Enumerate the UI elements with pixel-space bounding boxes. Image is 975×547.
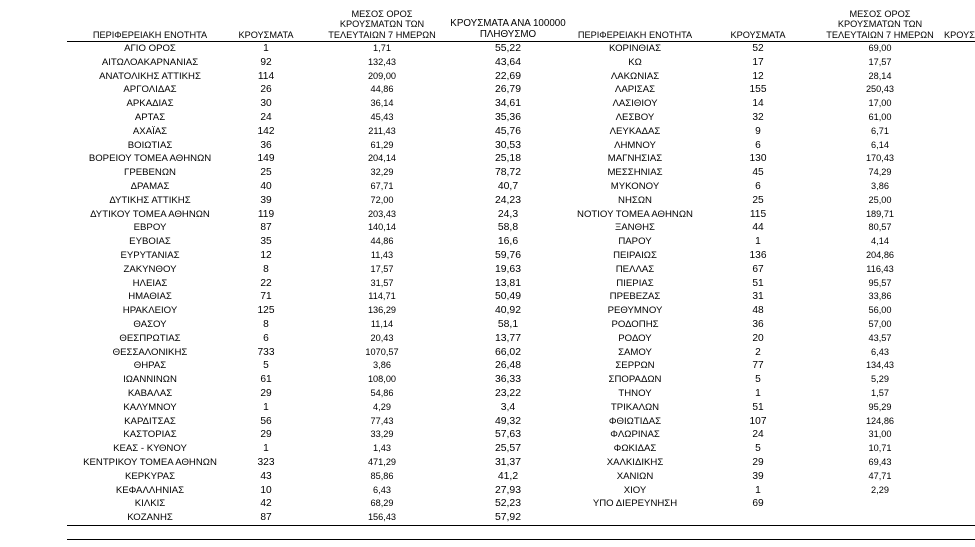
avg7-cell: 25,00 <box>868 194 892 205</box>
cases-cell: 14 <box>752 98 764 110</box>
region-name-cell: ΕΥΡΥΤΑΝΙΑΣ <box>120 249 180 261</box>
region-name-cell: ΘΑΣΟΥ <box>133 318 167 330</box>
cases-cell: 6 <box>755 139 761 151</box>
cases-cell: 1 <box>755 484 761 496</box>
region-name-cell: ΥΠΟ ΔΙΕΡΕΥΝΗΣΗ <box>592 498 678 510</box>
region-name-cell: ΚΑΡΔΙΤΣΑΣ <box>124 415 176 427</box>
cases-cell: 142 <box>257 125 275 137</box>
right-region-column <box>568 42 702 511</box>
cases-cell: 5 <box>755 443 761 455</box>
region-name-cell: ΗΡΑΚΛΕΙΟΥ <box>122 305 178 317</box>
avg7-cell: 61,29 <box>370 139 394 150</box>
cases-cell: 2 <box>755 346 761 358</box>
header-cases-truncated <box>944 3 975 41</box>
avg7-cell: 57,00 <box>868 318 892 329</box>
cases-cell: 31 <box>752 291 764 303</box>
region-name-cell: ΡΟΔΟΥ <box>618 332 652 344</box>
region-name-cell: ΚΑΛΥΜΝΟΥ <box>123 401 177 413</box>
cases-cell: 71 <box>260 291 272 303</box>
cases-cell: 77 <box>752 360 764 372</box>
avg7-cell: 6,43 <box>373 484 391 495</box>
avg7-cell: 1070,57 <box>365 346 399 357</box>
region-name-cell: ΠΙΕΡΙΑΣ <box>616 277 654 289</box>
header-region-label: ΠΕΡΙΦΕΡΕΙΑΚΗ ΕΝΟΤΗΤΑ <box>92 30 208 41</box>
per100k-cell: 16,6 <box>497 236 519 248</box>
region-name-cell: ΡΟΔΟΠΗΣ <box>611 318 659 330</box>
avg7-cell: 203,43 <box>367 208 397 219</box>
cases-cell: 69 <box>752 498 764 510</box>
avg7-cell: 1,57 <box>871 387 889 398</box>
region-name-cell: ΚΟΡΙΝΘΙΑΣ <box>608 43 662 54</box>
header-avg7-left <box>316 3 448 41</box>
avg7-cell: 116,43 <box>866 263 894 274</box>
cases-cell: 136 <box>749 249 767 261</box>
per100k-cell: 22,69 <box>494 70 521 82</box>
per100k-cell: 66,02 <box>494 346 521 358</box>
region-name-cell: ΦΛΩΡΙΝΑΣ <box>610 429 660 441</box>
avg7-cell: 204,14 <box>367 153 397 164</box>
avg7-cell: 10,71 <box>868 443 892 454</box>
cases-cell: 92 <box>260 56 272 68</box>
region-name-cell: ΦΘΙΩΤΙΔΑΣ <box>608 415 662 427</box>
avg7-cell: 33,86 <box>868 291 892 302</box>
per100k-cell: 45,76 <box>494 125 521 137</box>
per100k-cell: 27,93 <box>494 484 521 496</box>
cases-cell: 30 <box>260 98 272 110</box>
avg7-cell: 4,29 <box>373 401 391 412</box>
region-name-cell: ΝΟΤΙΟΥ ΤΟΜΕΑ ΑΘΗΝΩΝ <box>577 208 693 220</box>
per100k-cell: 23,22 <box>494 387 521 399</box>
cases-cell: 87 <box>260 512 272 524</box>
region-name-cell: ΑΙΤΩΛΟΑΚΑΡΝΑΝΙΑΣ <box>101 56 199 68</box>
per100k-cell: 35,36 <box>494 111 521 123</box>
avg7-cell: 31,00 <box>868 429 892 440</box>
region-name-cell: ΠΑΡΟΥ <box>618 236 652 248</box>
region-name-cell: ΘΗΡΑΣ <box>133 360 167 372</box>
avg7-cell: 20,43 <box>370 332 394 343</box>
avg7-cell: 44,86 <box>370 236 394 247</box>
cases-cell: 39 <box>752 470 764 482</box>
cases-cell: 26 <box>260 84 272 96</box>
per100k-cell: 78,72 <box>494 167 521 179</box>
per100k-cell: 36,33 <box>494 374 521 386</box>
right-avg7-column <box>816 42 944 511</box>
region-name-cell: ΛΑΣΙΘΙΟΥ <box>612 98 658 110</box>
per100k-cell: 34,61 <box>494 98 521 110</box>
cases-cell: 36 <box>752 318 764 330</box>
per100k-cell: 40,7 <box>497 180 519 192</box>
cases-cell: 5 <box>263 360 269 372</box>
per100k-cell: 50,49 <box>494 291 521 303</box>
avg7-cell: 5,29 <box>871 374 889 385</box>
region-name-cell: ΑΡΚΑΔΙΑΣ <box>126 98 174 110</box>
cases-cell: 29 <box>260 387 272 399</box>
avg7-cell: 11,14 <box>370 318 394 329</box>
region-name-cell: ΜΥΚΟΝΟΥ <box>610 180 660 192</box>
avg7-cell: 61,00 <box>868 111 892 122</box>
header-per100k-line1: ΚΡΟΥΣΜΑΤΑ ΑΝΑ 100000 <box>450 18 566 30</box>
avg7-cell: 471,29 <box>367 456 397 467</box>
header-avg7-line3: ΤΕΛΕΥΤΑΙΩΝ 7 ΗΜΕΡΩΝ <box>826 30 934 41</box>
region-name-cell: ΡΕΘΥΜΝΟΥ <box>607 305 663 317</box>
region-name-cell: ΒΟΙΩΤΙΑΣ <box>127 139 173 151</box>
cases-cell: 119 <box>257 208 275 220</box>
avg7-cell: 77,43 <box>370 415 394 426</box>
region-name-cell: ΧΑΛΚΙΔΙΚΗΣ <box>606 456 664 468</box>
avg7-cell: 17,57 <box>868 56 892 67</box>
cases-cell: 6 <box>755 180 761 192</box>
cases-cell: 24 <box>260 111 272 123</box>
header-cases-left <box>233 3 299 41</box>
header-cases-label: ΚΡΟΥΣΜΑΤΑ <box>238 30 294 41</box>
region-name-cell: ΘΕΣΣΑΛΟΝΙΚΗΣ <box>112 346 188 358</box>
region-name-cell: ΠΕΛΛΑΣ <box>615 263 655 275</box>
header-region-right <box>568 3 702 41</box>
region-name-cell: ΕΒΡΟΥ <box>133 222 167 234</box>
region-name-cell: ΚΑΣΤΟΡΙΑΣ <box>123 429 177 441</box>
region-name-cell: ΝΗΣΩΝ <box>618 194 652 206</box>
avg7-cell: 211,43 <box>368 125 396 136</box>
region-name-cell: ΒΟΡΕΙΟΥ ΤΟΜΕΑ ΑΘΗΝΩΝ <box>88 153 212 165</box>
left-cases-column <box>233 42 299 525</box>
region-name-cell: ΜΕΣΣΗΝΙΑΣ <box>607 167 663 179</box>
per100k-cell: 3,4 <box>500 401 516 413</box>
cases-cell: 114 <box>257 70 275 82</box>
per100k-cell: 49,32 <box>494 415 521 427</box>
cases-cell: 115 <box>749 208 767 220</box>
avg7-cell: 4,14 <box>871 236 889 247</box>
avg7-cell: 2,29 <box>871 484 889 495</box>
region-name-cell: ΑΝΑΤΟΛΙΚΗΣ ΑΤΤΙΚΗΣ <box>99 70 201 82</box>
header-avg7-right <box>816 3 944 41</box>
avg7-cell: 36,14 <box>370 98 394 109</box>
left-region-column <box>67 42 233 525</box>
per100k-cell: 58,8 <box>497 222 519 234</box>
header-region-label: ΠΕΡΙΦΕΡΕΙΑΚΗ ΕΝΟΤΗΤΑ <box>577 30 693 41</box>
header-avg7-line2: ΚΡΟΥΣΜΑΤΩΝ ΤΩΝ <box>339 19 425 30</box>
header-per100k <box>448 3 568 41</box>
region-name-cell: ΤΗΝΟΥ <box>618 387 652 399</box>
cases-cell: 39 <box>260 194 272 206</box>
per100k-cell: 30,53 <box>494 139 521 151</box>
header-cases-label: ΚΡΟΥΣΜΑΤΑ <box>730 30 786 41</box>
region-name-cell: ΕΥΒΟΙΑΣ <box>129 236 171 248</box>
region-name-cell: ΧΑΝΙΩΝ <box>616 470 654 482</box>
cases-cell: 25 <box>260 167 272 179</box>
region-name-cell: ΤΡΙΚΑΛΩΝ <box>610 401 660 413</box>
avg7-cell: 32,29 <box>370 167 394 178</box>
header-avg7-line1: ΜΕΣΟΣ ΟΡΟΣ <box>849 8 911 19</box>
avg7-cell: 17,00 <box>868 98 892 109</box>
per100k-cell: 52,23 <box>494 498 521 510</box>
per100k-cell: 31,37 <box>494 456 521 468</box>
cases-cell: 8 <box>263 318 269 330</box>
per100k-cell: 57,92 <box>494 512 521 524</box>
cases-cell: 61 <box>260 374 272 386</box>
avg7-cell: 189,71 <box>865 208 895 219</box>
cases-cell: 87 <box>260 222 272 234</box>
cases-cell: 48 <box>752 305 764 317</box>
left-per100k-column <box>448 42 568 525</box>
region-name-cell: ΗΛΕΙΑΣ <box>132 277 168 289</box>
per100k-cell: 19,63 <box>494 263 521 275</box>
region-name-cell: ΚΕΑΣ - ΚΥΘΝΟΥ <box>113 443 187 455</box>
per100k-cell: 59,76 <box>494 249 521 261</box>
cases-cell: 67 <box>752 263 764 275</box>
cases-cell: 51 <box>752 277 764 289</box>
cases-cell: 43 <box>260 470 272 482</box>
avg7-cell: 69,00 <box>868 43 892 53</box>
region-name-cell: ΣΑΜΟΥ <box>618 346 652 358</box>
avg7-cell: 3,86 <box>871 180 889 191</box>
cases-cell: 107 <box>749 415 767 427</box>
avg7-cell: 45,43 <box>370 111 394 122</box>
cases-cell: 1 <box>263 443 269 455</box>
region-name-cell: ΚΟΖΑΝΗΣ <box>127 512 173 524</box>
left-avg7-column <box>316 42 448 525</box>
per100k-cell: 24,23 <box>494 194 521 206</box>
avg7-cell: 31,57 <box>370 277 394 288</box>
avg7-cell: 170,43 <box>865 153 895 164</box>
header-per100k-line2: ΠΛΗΘΥΣΜΟ <box>479 29 537 41</box>
cases-cell: 25 <box>752 194 764 206</box>
region-name-cell: ΑΓΙΟ ΟΡΟΣ <box>124 43 176 54</box>
region-name-cell: ΙΩΑΝΝΙΝΩΝ <box>123 374 177 386</box>
right-cases-column <box>722 42 794 511</box>
region-name-cell: ΚΕΝΤΡΙΚΟΥ ΤΟΜΕΑ ΑΘΗΝΩΝ <box>83 456 217 468</box>
region-name-cell: ΛΕΣΒΟΥ <box>615 111 655 123</box>
cases-cell: 45 <box>752 167 764 179</box>
region-name-cell: ΛΑΡΙΣΑΣ <box>614 84 656 96</box>
region-name-cell: ΚΕΦΑΛΛΗΝΙΑΣ <box>115 484 185 496</box>
per100k-cell: 13,81 <box>494 277 521 289</box>
region-name-cell: ΞΑΝΘΗΣ <box>615 222 655 234</box>
cases-cell: 29 <box>752 456 764 468</box>
avg7-cell: 134,43 <box>865 360 895 371</box>
region-name-cell: ΛΕΥΚΑΔΑΣ <box>609 125 661 137</box>
avg7-cell: 74,29 <box>868 167 892 178</box>
per100k-cell: 25,18 <box>494 153 521 165</box>
avg7-cell: 28,14 <box>868 70 892 81</box>
avg7-cell: 67,71 <box>370 180 394 191</box>
cases-cell: 24 <box>752 429 764 441</box>
region-name-cell: ΗΜΑΘΙΑΣ <box>128 291 172 303</box>
avg7-cell: 204,86 <box>865 249 895 260</box>
cases-cell: 10 <box>260 484 272 496</box>
cases-cell: 155 <box>749 84 767 96</box>
page-footer-rule <box>67 539 975 540</box>
avg7-cell: 47,71 <box>868 470 892 481</box>
region-name-cell: ΔΥΤΙΚΟΥ ΤΟΜΕΑ ΑΘΗΝΩΝ <box>90 208 210 220</box>
table-bottom-rule <box>67 525 975 526</box>
cases-cell: 36 <box>260 139 272 151</box>
header-avg7-line1: ΜΕΣΟΣ ΟΡΟΣ <box>351 8 413 19</box>
cases-cell: 8 <box>263 263 269 275</box>
cases-cell: 130 <box>749 153 767 165</box>
region-name-cell: ΔΥΤΙΚΗΣ ΑΤΤΙΚΗΣ <box>109 194 191 206</box>
region-name-cell: ΘΕΣΠΡΩΤΙΑΣ <box>119 332 181 344</box>
cases-cell: 12 <box>260 249 272 261</box>
avg7-cell: 33,29 <box>370 429 394 440</box>
avg7-cell: 3,86 <box>373 360 391 371</box>
cases-cell: 1 <box>755 236 761 248</box>
avg7-cell: 95,57 <box>868 277 892 288</box>
cases-cell: 35 <box>260 236 272 248</box>
avg7-cell: 250,43 <box>865 84 895 95</box>
header-avg7-line2: ΚΡΟΥΣΜΑΤΩΝ ΤΩΝ <box>837 19 923 30</box>
cases-cell: 51 <box>752 401 764 413</box>
avg7-cell: 114,71 <box>368 291 396 302</box>
avg7-cell: 80,57 <box>868 222 892 233</box>
cases-cell: 149 <box>257 153 275 165</box>
per100k-cell: 41,2 <box>497 470 519 482</box>
avg7-cell: 132,43 <box>367 56 397 67</box>
cases-cell: 1 <box>755 387 761 399</box>
region-name-cell: ΚΙΛΚΙΣ <box>134 498 166 510</box>
header-avg7-line3: ΤΕΛΕΥΤΑΙΩΝ 7 ΗΜΕΡΩΝ <box>328 30 436 41</box>
region-name-cell: ΣΕΡΡΩΝ <box>615 360 655 372</box>
avg7-cell: 156,43 <box>367 512 397 523</box>
cases-cell: 29 <box>260 429 272 441</box>
region-name-cell: ΚΕΡΚΥΡΑΣ <box>124 470 175 482</box>
avg7-cell: 72,00 <box>370 194 394 205</box>
per100k-cell: 13,77 <box>494 332 521 344</box>
avg7-cell: 43,57 <box>868 332 892 343</box>
region-name-cell: ΑΡΤΑΣ <box>134 111 166 123</box>
header-region-left <box>67 3 233 41</box>
cases-cell: 17 <box>752 56 764 68</box>
header-cases-truncated-label: ΚΡΟΥΣ <box>944 30 975 41</box>
cases-cell: 1 <box>263 43 269 54</box>
cases-cell: 323 <box>257 456 275 468</box>
avg7-cell: 69,43 <box>868 456 892 467</box>
cases-cell: 56 <box>260 415 272 427</box>
cases-cell: 9 <box>755 125 761 137</box>
region-name-cell: ΑΡΓΟΛΙΔΑΣ <box>123 84 177 96</box>
cases-cell: 22 <box>260 277 272 289</box>
cases-cell: 40 <box>260 180 272 192</box>
region-name-cell: ΔΡΑΜΑΣ <box>130 180 170 192</box>
cases-cell: 32 <box>752 111 764 123</box>
avg7-cell: 6,43 <box>871 346 889 357</box>
cases-cell: 12 <box>752 70 764 82</box>
avg7-cell: 85,86 <box>370 470 394 481</box>
region-name-cell: ΣΠΟΡΑΔΩΝ <box>608 374 662 386</box>
avg7-cell: 6,14 <box>871 139 889 150</box>
avg7-cell: 44,86 <box>370 84 394 95</box>
cases-cell: 733 <box>257 346 275 358</box>
region-name-cell: ΚΩ <box>628 56 642 68</box>
per100k-cell: 55,22 <box>494 43 521 54</box>
region-name-cell: ΦΩΚΙΔΑΣ <box>613 443 657 455</box>
region-name-cell: ΜΑΓΝΗΣΙΑΣ <box>607 153 663 165</box>
avg7-cell: 68,29 <box>370 498 394 509</box>
avg7-cell: 124,86 <box>865 415 895 426</box>
header-cases-right <box>722 3 794 41</box>
per100k-cell: 25,57 <box>494 443 521 455</box>
avg7-cell: 1,71 <box>373 43 391 53</box>
avg7-cell: 1,43 <box>373 443 391 454</box>
region-name-cell: ΓΡΕΒΕΝΩΝ <box>124 167 176 179</box>
per100k-cell: 40,92 <box>494 305 521 317</box>
per100k-cell: 26,48 <box>494 360 521 372</box>
region-name-cell: ΠΡΕΒΕΖΑΣ <box>609 291 661 303</box>
avg7-cell: 11,43 <box>370 249 394 260</box>
per100k-cell: 58,1 <box>497 318 519 330</box>
region-name-cell: ΠΕΙΡΑΙΩΣ <box>613 249 657 261</box>
avg7-cell: 108,00 <box>367 374 397 385</box>
avg7-cell: 6,71 <box>871 125 889 136</box>
cases-cell: 5 <box>755 374 761 386</box>
avg7-cell: 209,00 <box>367 70 397 81</box>
per100k-cell: 26,79 <box>494 84 521 96</box>
region-name-cell: ΛΑΚΩΝΙΑΣ <box>610 70 660 82</box>
region-name-cell: ΧΙΟΥ <box>623 484 647 496</box>
region-name-cell: ΖΑΚΥΝΘΟΥ <box>123 263 177 275</box>
region-name-cell: ΛΗΜΝΟΥ <box>614 139 656 151</box>
avg7-cell: 56,00 <box>868 305 892 316</box>
avg7-cell: 95,29 <box>868 401 892 412</box>
avg7-cell: 140,14 <box>367 222 397 233</box>
region-name-cell: ΑΧΑΪΑΣ <box>132 125 168 137</box>
per100k-cell: 24,3 <box>497 208 519 220</box>
cases-cell: 42 <box>260 498 272 510</box>
avg7-cell: 54,86 <box>370 387 394 398</box>
avg7-cell: 136,29 <box>367 305 397 316</box>
avg7-cell <box>816 497 944 511</box>
per100k-cell: 57,63 <box>494 429 521 441</box>
cases-cell: 125 <box>257 305 275 317</box>
region-name-cell: ΚΑΒΑΛΑΣ <box>127 387 173 399</box>
avg7-cell: 17,57 <box>370 263 394 274</box>
cases-cell: 6 <box>263 332 269 344</box>
cases-cell: 44 <box>752 222 764 234</box>
per100k-cell: 43,64 <box>494 56 521 68</box>
cases-cell: 1 <box>263 401 269 413</box>
cases-cell: 20 <box>752 332 764 344</box>
cases-cell: 52 <box>752 43 764 54</box>
